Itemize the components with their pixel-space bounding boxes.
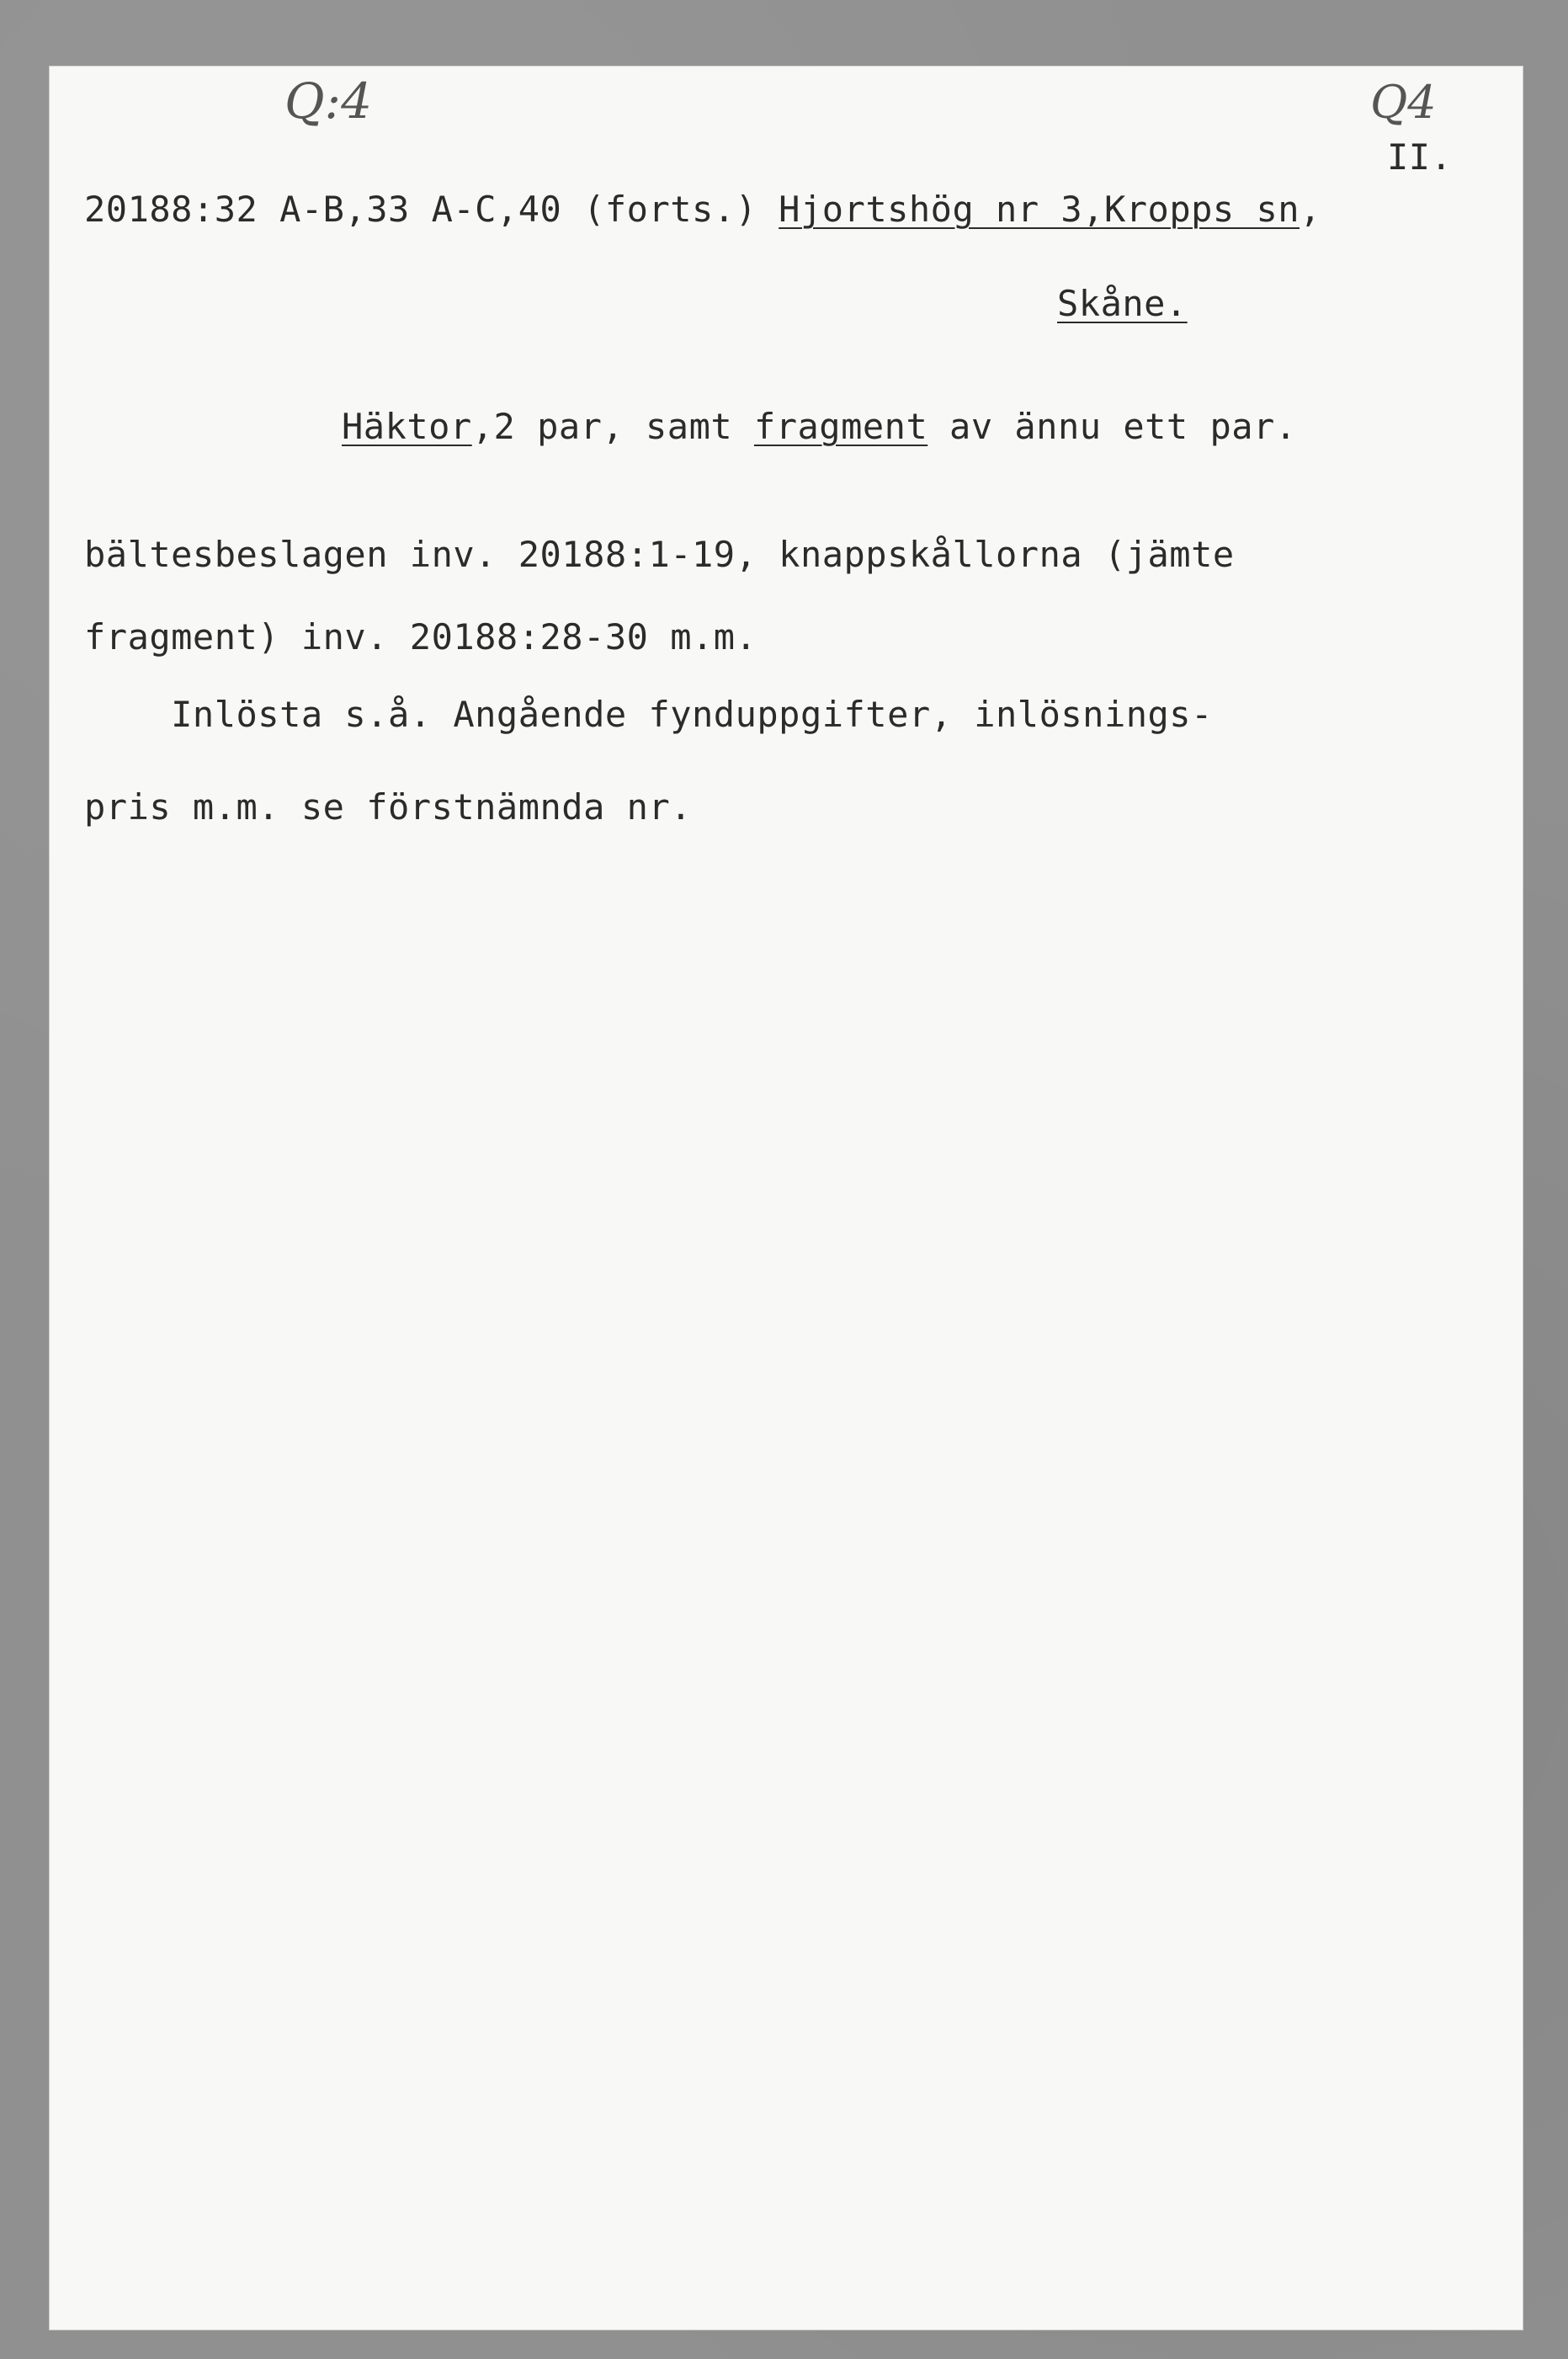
body-line-4: pris m.m. se förstnämnda nr. [84, 786, 693, 828]
item-line [342, 406, 1297, 447]
item-fragment: fragment [753, 406, 928, 447]
location-comma: , [1300, 189, 1321, 230]
catalog-card [49, 66, 1523, 2330]
body-line-3: Inlösta s.å. Angående fynduppgifter, inlösnings- [84, 694, 1213, 735]
item-name: Häktor [342, 406, 472, 447]
handwritten-signum-left: Q:4 [284, 72, 372, 130]
region-name: Skåne. [1057, 283, 1188, 324]
page-number: II. [1387, 136, 1453, 178]
body-line-1: bältesbeslagen inv. 20188:1-19, knappskållorna (jämte [84, 534, 1235, 575]
location-parish: Kropps sn [1103, 189, 1300, 230]
item-text-1: ,2 par, samt [471, 406, 754, 447]
handwritten-signum-right: Q4 [1370, 76, 1437, 129]
region-line [1057, 283, 1188, 324]
inventory-numbers: 20188:32 A-B,33 A-C,40 (forts.) [84, 189, 757, 230]
body-line-2: fragment) inv. 20188:28-30 m.m. [84, 616, 757, 658]
header-line [84, 189, 1321, 230]
item-text-2: av ännu ett par. [928, 406, 1297, 447]
location-place: Hjortshög nr 3, [779, 189, 1104, 230]
